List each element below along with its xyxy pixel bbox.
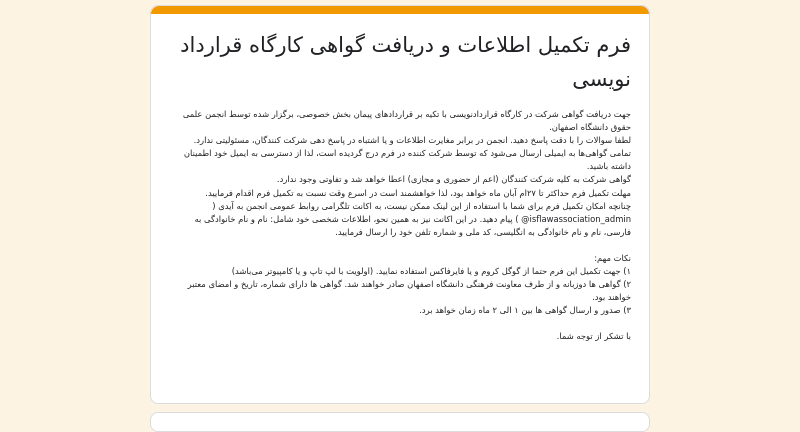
- description-line: تمامی گواهی‌ها به ایمیلی ارسال می‌شود که توسط شرکت کننده در فرم درج گردیده است، لذا از دسترسی به ایمیل خود اطمینان داشته باشید.: [183, 148, 631, 172]
- form-title: فرم تکمیل اطلاعات و دریافت گواهی کارگاه قرارداد نویسی: [180, 33, 631, 91]
- form-description: [169, 108, 631, 344]
- note-item: ۳) صدور و ارسال گواهی ها بین ۱ الی ۲ ماه زمان خواهد برد.: [419, 305, 631, 316]
- next-question-card: [150, 412, 650, 432]
- description-line: مهلت تکمیل فرم حداکثر تا ۲۷ام آبان ماه خواهد بود، لذا خواهشمند است در اسرع وقت نسبت به تکمیل فرم اقدام فرمایید.: [205, 187, 631, 198]
- description-line: گواهی شرکت به کلیه شرکت کنندگان (اعم از حضوری و مجازی) اعطا خواهد شد و تفاوتی وجود ندارد.: [276, 174, 631, 185]
- note-item: ۱) جهت تکمیل این فرم حتما از گوگل کروم و یا فایرفاکس استفاده نمایید. (اولویت با لپ تاپ و یا کامپیوتر می‌باشد): [231, 266, 631, 277]
- description-line: جهت دریافت گواهی شرکت در کارگاه قراردادنویسی با تکیه بر قراردادهای پیمان بخش خصوصی، برگزار شده توسط انجمن علمی حقوق دانشگاه اصفهان.: [182, 109, 631, 133]
- spacer: [169, 239, 631, 252]
- form-header-content: [151, 14, 649, 403]
- notes-heading: نکات مهم:: [594, 252, 631, 263]
- spacer: [169, 317, 631, 330]
- form-header-card: [150, 5, 650, 404]
- description-line: چنانچه امکان تکمیل فرم برای شما با استفاده از این لینک ممکن نیست، به اکانت تلگرامی روابط عمومی انجمن به آیدی ( isflawassociation_admin@ ) پیام دهید. در این اکانت نیز به همین نحو، اطلاعات شخصی خود شامل: نام و نام خانوادگی به فارسی، نام و نام خانوادگی به انگلیسی، کد ملی و شماره تلفن خود را ارسال فرمایید.: [194, 200, 631, 237]
- note-item: ۲) گواهی ها دوزبانه و از طرف معاونت فرهنگی دانشگاه اصفهان صادر خواهند شد. گواهی ها دارای شماره، تاریخ و امضای معتبر خواهند بود.: [187, 279, 631, 303]
- description-line: لطفا سوالات را با دقت پاسخ دهید. انجمن در برابر مغایرت اطلاعات و یا اشتباه در پاسخ دهی شرکت کنندگان، مسئولیتی ندارد.: [193, 135, 631, 146]
- accent-bar: [151, 6, 649, 14]
- thanks-line: با تشکر از توجه شما.: [556, 331, 631, 342]
